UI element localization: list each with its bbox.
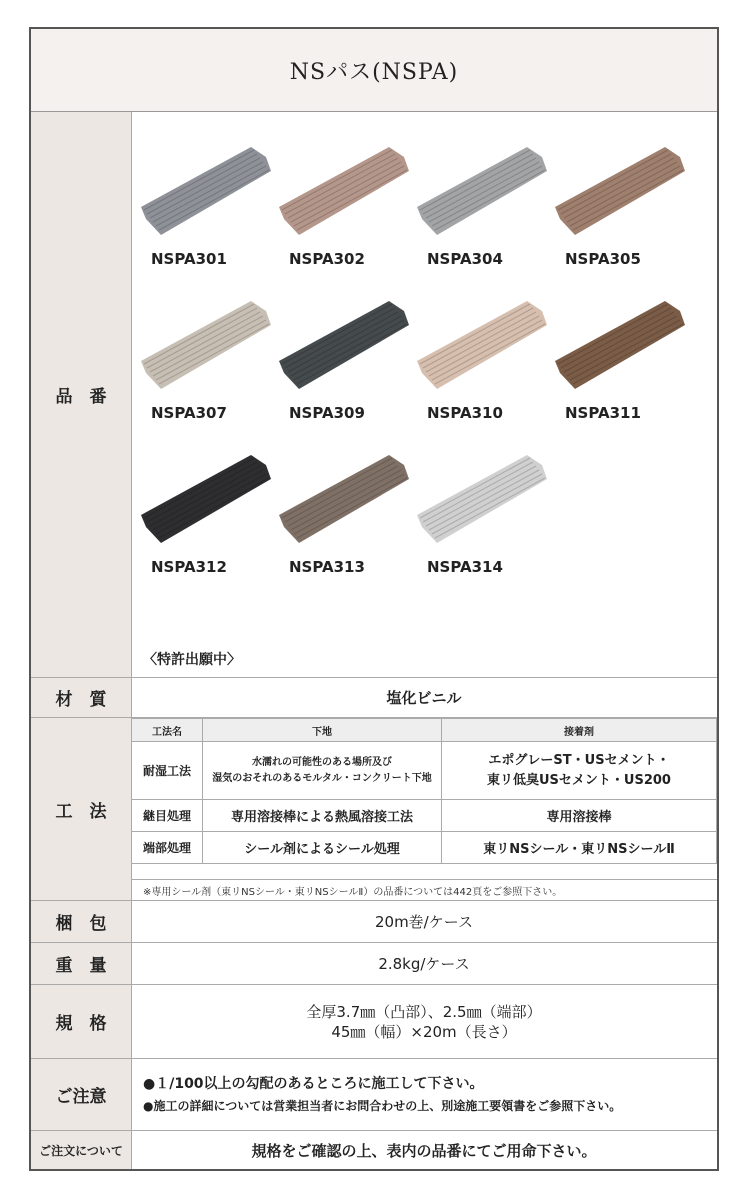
label-caution: ご注意 <box>31 1059 132 1130</box>
product-swatch <box>141 301 276 451</box>
row-spec <box>31 985 717 1059</box>
caution-line: ●１/100以上の勾配のあるところに施工して下さい。 <box>143 1076 484 1092</box>
caution-text <box>143 1073 621 1117</box>
label-material: 材 質 <box>31 678 132 717</box>
caution-line: ●施工の詳細については営業担当者にお問合わせの上、別途施工要領書をご参照下さい。 <box>143 1099 622 1113</box>
method-header-name: 工法名 <box>132 719 203 742</box>
product-code: NSPA304 <box>427 250 503 268</box>
spec-line: 全厚3.7㎜（凸部）、2.5㎜（端部） <box>306 1002 542 1021</box>
product-strip-image <box>417 301 552 401</box>
product-swatch <box>279 301 414 451</box>
product-code: NSPA302 <box>289 250 365 268</box>
patent-pending-note: 〈特許出願中〉 <box>143 652 241 668</box>
method-header-base: 下地 <box>203 719 442 742</box>
method-row <box>132 800 717 832</box>
weight-value: 2.8kg/ケース <box>378 955 470 973</box>
row-caution <box>31 1059 717 1131</box>
product-strip-image <box>555 147 690 247</box>
product-swatch <box>279 455 414 605</box>
page-title: NSパス(NSPA) <box>31 29 717 112</box>
label-method: 工 法 <box>31 718 132 900</box>
row-material <box>31 678 717 718</box>
product-swatch <box>417 147 552 297</box>
product-strip-image <box>279 455 414 555</box>
method-adhesive <box>442 742 717 800</box>
product-code: NSPA314 <box>427 558 503 576</box>
spec-value <box>131 985 717 1058</box>
product-swatch <box>417 301 552 451</box>
method-adhesive: 東リNSシール・東リNSシールⅡ <box>442 832 717 864</box>
product-swatch <box>141 455 276 605</box>
product-code: NSPA307 <box>151 404 227 422</box>
product-code: NSPA309 <box>289 404 365 422</box>
product-strip-image <box>417 147 552 247</box>
method-adhesive-line: エポグレーST・USセメント・ <box>488 752 670 768</box>
row-product-number <box>31 112 717 678</box>
product-swatch <box>141 147 276 297</box>
method-base-line: 湿気のおそれのあるモルタル・コンクリート下地 <box>212 772 432 784</box>
method-base <box>203 742 442 800</box>
product-swatch <box>417 455 552 605</box>
product-swatch <box>279 147 414 297</box>
product-strip-image <box>141 147 276 247</box>
method-row <box>132 832 717 864</box>
product-swatch <box>555 147 690 297</box>
method-base: 専用溶接棒による熱風溶接工法 <box>203 800 442 832</box>
product-strip-image <box>141 301 276 401</box>
label-order: ご注文について <box>31 1131 132 1169</box>
method-header-adhesive: 接着剤 <box>442 719 717 742</box>
product-swatch-grid <box>131 112 717 677</box>
spec-sheet <box>29 27 719 1171</box>
product-strip-image <box>279 147 414 247</box>
label-weight: 重 量 <box>31 943 132 984</box>
product-strip-image <box>555 301 690 401</box>
product-strip-image <box>279 301 414 401</box>
method-base: シール剤によるシール処理 <box>203 832 442 864</box>
method-table <box>131 718 717 864</box>
product-code: NSPA313 <box>289 558 365 576</box>
label-product-number: 品 番 <box>31 112 132 677</box>
row-packing <box>31 901 717 943</box>
product-code: NSPA305 <box>565 250 641 268</box>
method-row <box>132 742 717 800</box>
packing-value: 20m巻/ケース <box>374 913 473 931</box>
product-strip-image <box>417 455 552 555</box>
spec-line: 45㎜（幅）×20m（長さ） <box>331 1022 517 1041</box>
product-strip-image <box>141 455 276 555</box>
material-value: 塩化ビニル <box>386 689 462 707</box>
label-spec: 規 格 <box>31 985 132 1058</box>
row-order <box>31 1131 717 1169</box>
order-value: 規格をご確認の上、表内の品番にてご用命下さい。 <box>251 1141 597 1160</box>
product-code: NSPA312 <box>151 558 227 576</box>
product-code: NSPA301 <box>151 250 227 268</box>
method-name: 耐湿工法 <box>132 742 203 800</box>
method-name: 継目処理 <box>132 800 203 832</box>
label-packing: 梱 包 <box>31 901 132 942</box>
product-code: NSPA311 <box>565 404 641 422</box>
method-footnote: ※専用シール剤（東リNSシール・東リNSシールⅡ）の品番については442頁をご参照下さい。 <box>131 879 717 900</box>
row-weight <box>31 943 717 985</box>
row-method <box>31 718 717 901</box>
method-adhesive-line: 東リ低臭USセメント・US200 <box>487 772 671 788</box>
method-header-row <box>132 719 717 742</box>
product-swatch <box>555 301 690 451</box>
method-adhesive: 専用溶接棒 <box>442 800 717 832</box>
method-base-line: 水濡れの可能性のある場所及び <box>252 756 392 768</box>
product-code: NSPA310 <box>427 404 503 422</box>
method-name: 端部処理 <box>132 832 203 864</box>
